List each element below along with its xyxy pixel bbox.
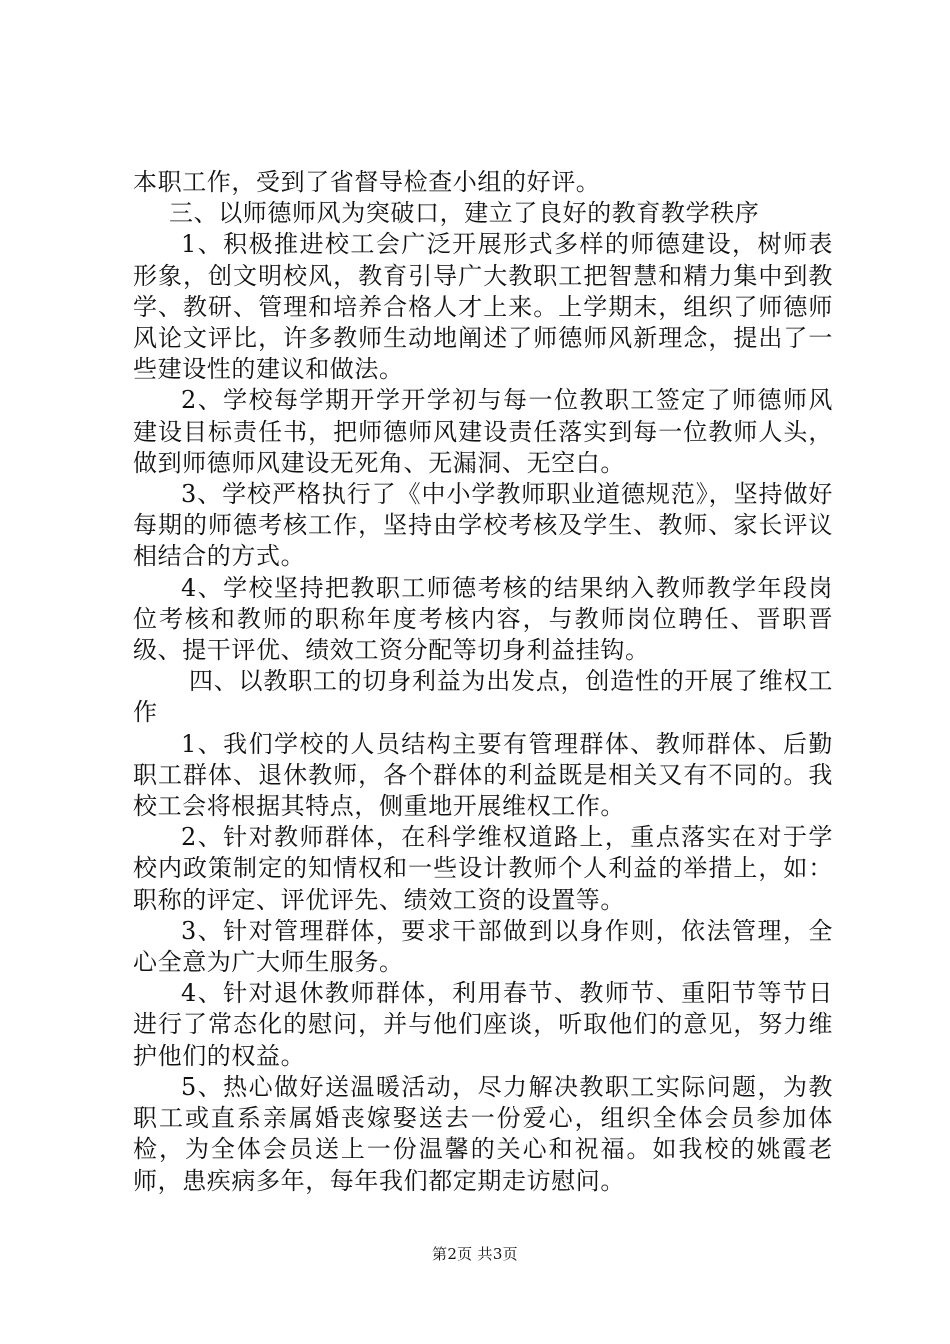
paragraph-continuation: 本职工作，受到了省督导检查小组的好评。 xyxy=(133,168,601,196)
page-number-footer: 第2页 共3页 xyxy=(432,1245,518,1263)
paragraph-3-4: 4、学校坚持把教职工师德考核的结果纳入教师教学年段岗位考核和教师的职称年度考核内容，与教师岗位聘任、晋职晋级、提干评优、绩效工资分配等切身利益挂钩。 xyxy=(133,573,833,665)
paragraph-3-3: 3、学校严格执行了《中小学教师职业道德规范》，坚持做好每期的师德考核工作，坚持由学校考核及学生、教师、家长评议相结合的方式。 xyxy=(133,480,833,571)
paragraph-3-1: 1、积极推进校工会广泛开展形式多样的师德建设，树师表形象，创文明校风，教育引导广大教职工把智慧和精力集中到教学、教研、管理和培养合格人才上来。上学期末，组织了师德师风论文评比，许多教师生动地阐述了师德师风新理念，提出了一些建设性的建议和做法。 xyxy=(133,230,833,384)
paragraph-4-4: 4、针对退休教师群体，利用春节、教师节、重阳节等节日进行了常态化的慰问，并与他们座谈，听取他们的意见，努力维护他们的权益。 xyxy=(133,979,833,1070)
paragraph-4-1: 1、我们学校的人员结构主要有管理群体、教师群体、后勤职工群体、退休教师，各个群体的利益既是相关又有不同的。我校工会将根据其特点，侧重地开展维权工作。 xyxy=(133,729,833,821)
paragraph-4-3: 3、针对管理群体，要求干部做到以身作则，依法管理，全心全意为广大师生服务。 xyxy=(133,916,833,977)
document-body xyxy=(133,167,833,1197)
paragraph-4-2: 2、针对教师群体，在科学维权道路上，重点落实在对于学校内政策制定的知情权和一些设计教师个人利益的举措上，如：职称的评定、评优评先、绩效工资的设置等。 xyxy=(133,823,833,914)
section-heading-4: 四、以教职工的切身利益为出发点，创造性的开展了维权工作 xyxy=(133,667,833,727)
paragraph-3-2: 2、学校每学期开学开学初与每一位教职工签定了师德师风建设目标责任书，把师德师风建设责任落实到每一位教师人头，做到师德师风建设无死角、无漏洞、无空白。 xyxy=(133,386,833,477)
section-heading-3: 三、以师德师风为突破口，建立了良好的教育教学秩序 xyxy=(169,199,760,228)
paragraph-4-5: 5、热心做好送温暖活动，尽力解决教职工实际问题，为教职工或直系亲属婚丧嫁娶送去一份爱心，组织全体会员参加体检，为全体会员送上一份温馨的关心和祝福。如我校的姚霞老师，患疾病多年，每年我们都定期走访慰问。 xyxy=(133,1072,833,1195)
